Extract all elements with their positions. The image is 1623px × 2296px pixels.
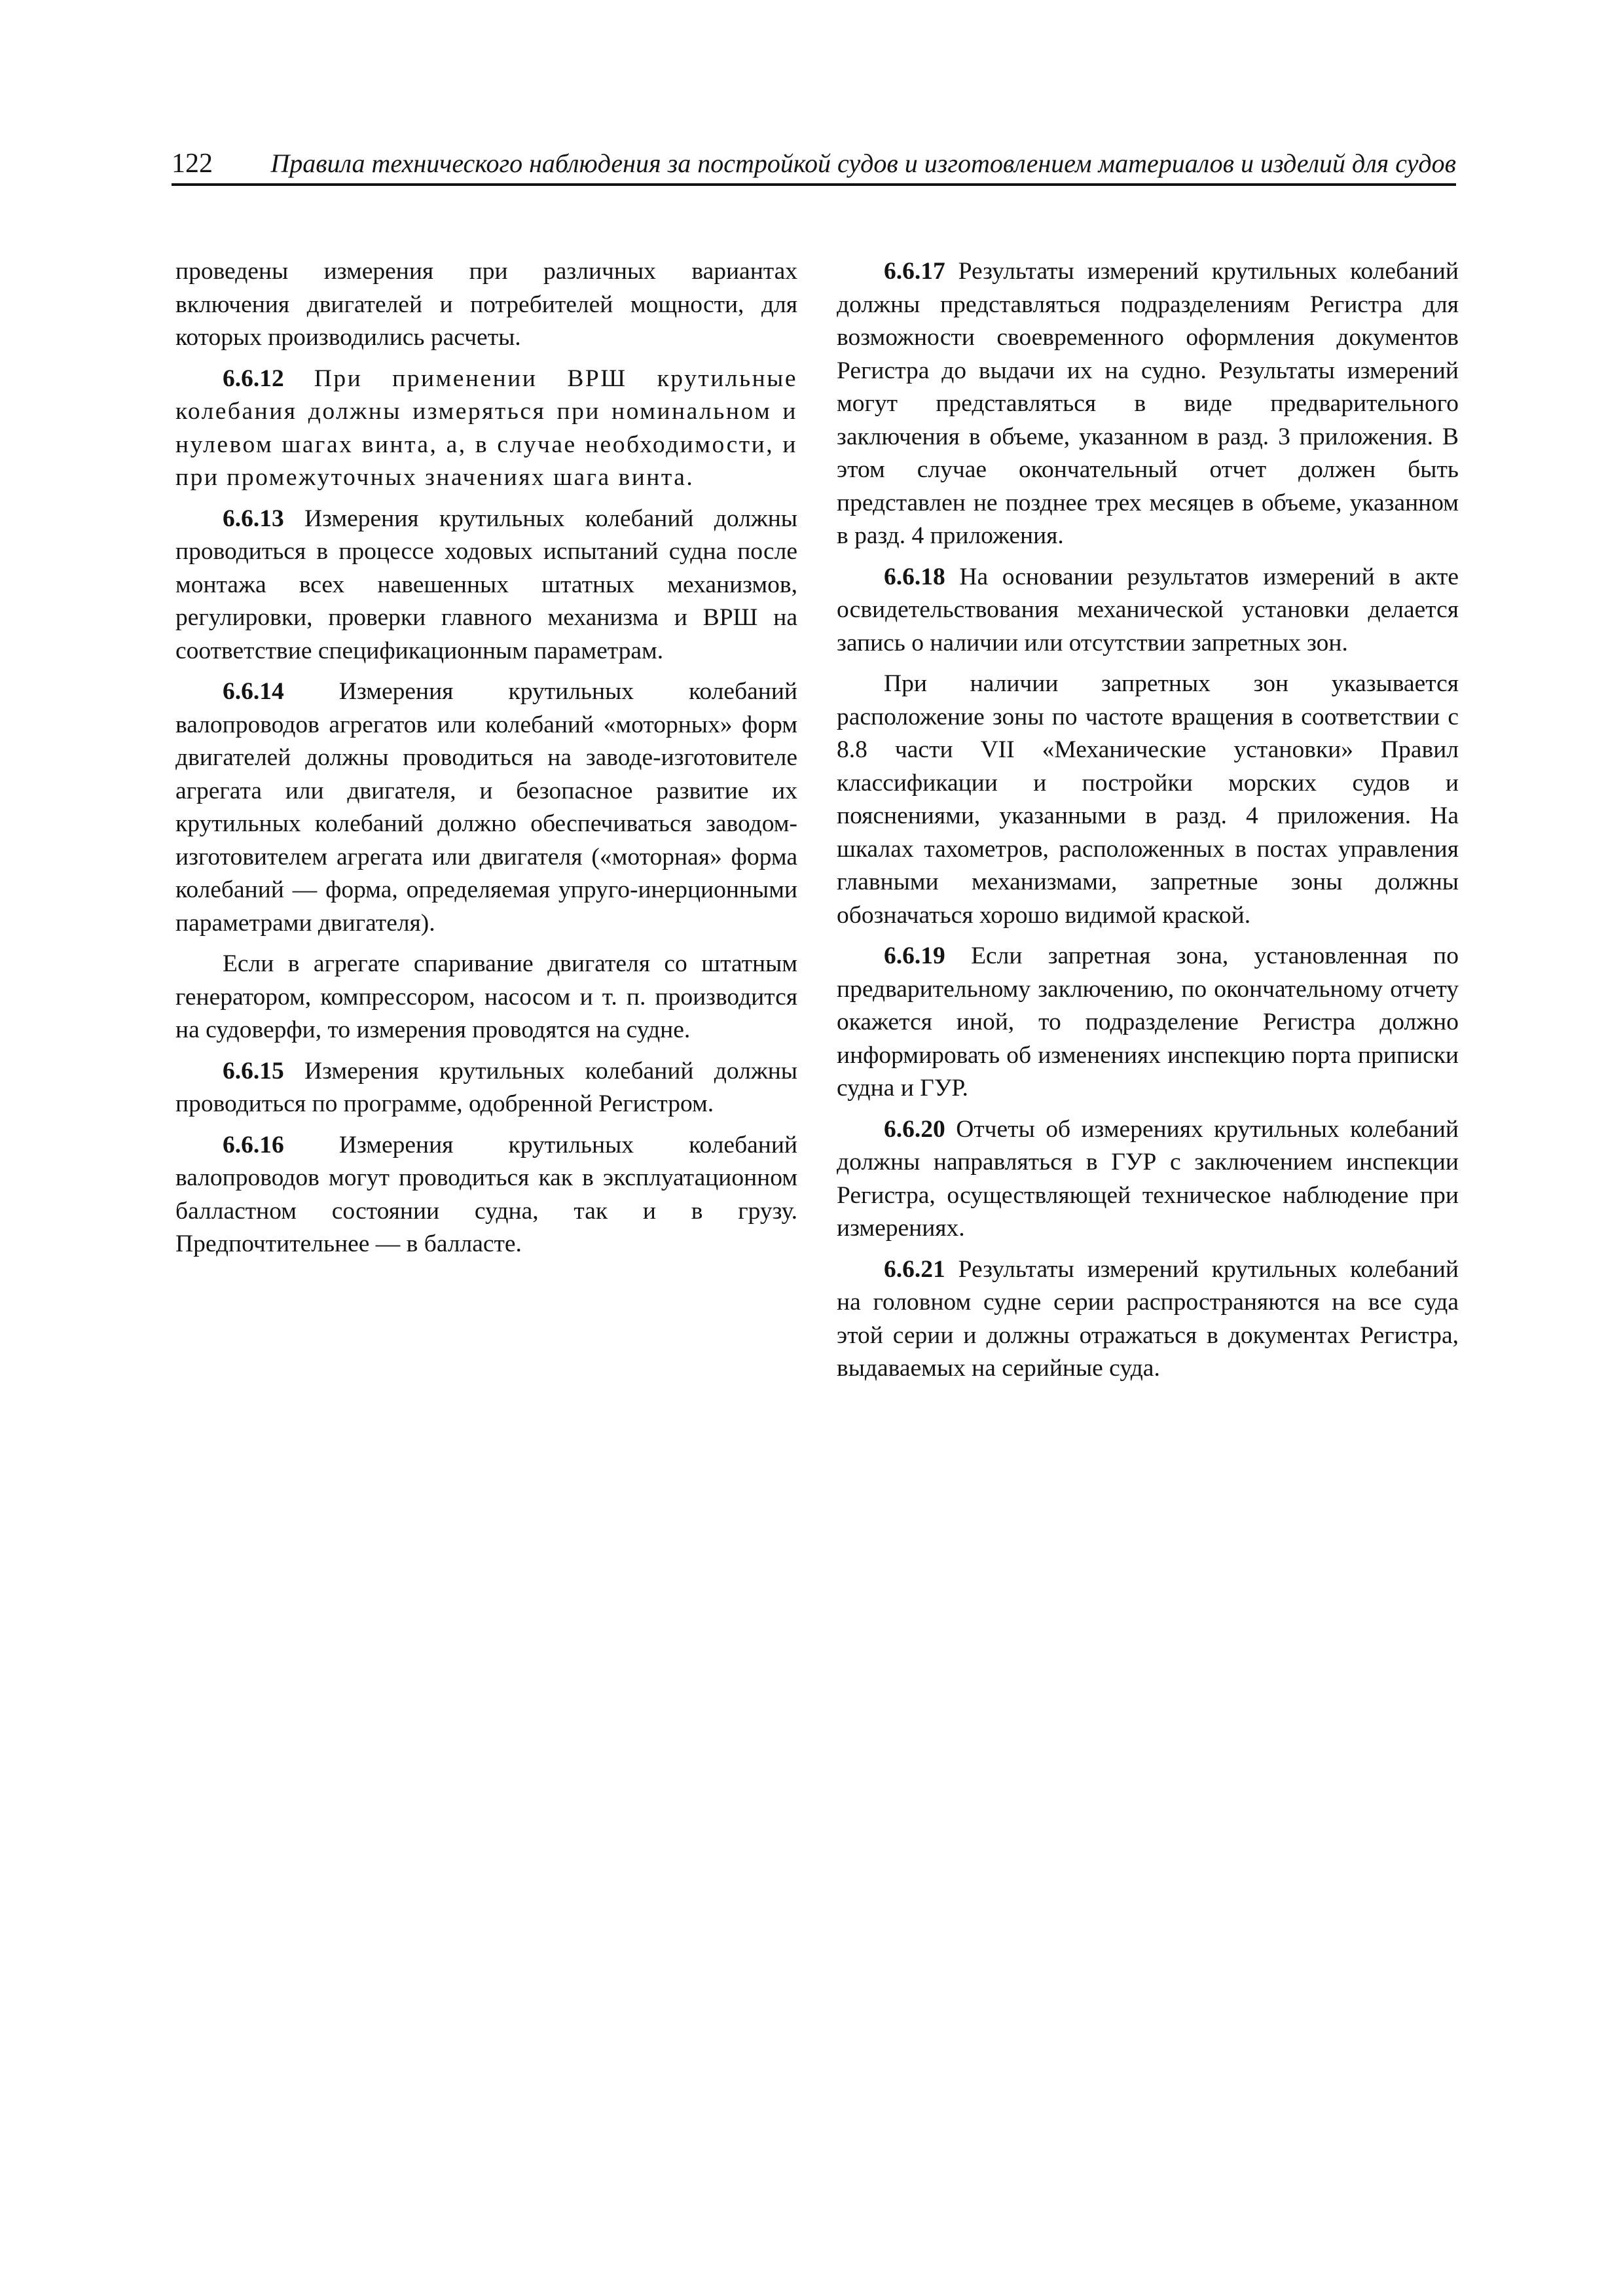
- paragraph-number: 6.6.14: [223, 678, 284, 705]
- paragraph-text: При наличии запретных зон указывается расположение зоны по частоте вращения в соответствии с 8.8 части VII «Механические установки» Правил классификации и постройки морских судов и пояснениями, указанными в разд. 4 приложения. На шкалах тахометров, расположенных в постах управления главными механизмами, запретные зоны должны обозначаться хорошо видимой краской.: [837, 670, 1459, 929]
- paragraph-text: Отчеты об измерениях крутильных колебаний должны направляться в ГУР с заключением инспекции Регистра, осуществляющей техническое наблюдение при измерениях.: [837, 1115, 1459, 1242]
- page-number: 122: [172, 149, 213, 179]
- paragraph-text: проведены измерения при различных вариантах включения двигателей и потребителей мощности, для которых производились расчеты.: [175, 258, 797, 351]
- paragraph-6-6-20: [837, 1113, 1459, 1246]
- paragraph-number: 6.6.21: [884, 1255, 945, 1283]
- paragraph-number: 6.6.18: [884, 563, 945, 590]
- paragraph-text: Измерения крутильных колебаний валопроводов могут проводиться как в эксплуатационном балластном состоянии судна, так и в грузу. Предпочтительнее — в балласте.: [175, 1131, 797, 1257]
- paragraph-text: Результаты измерений крутильных колебаний на головном судне серии распространяются на все суда этой серии и должны отражаться в документах Регистра, выдаваемых на серийные суда.: [837, 1255, 1459, 1382]
- paragraph-6-6-15: [175, 1055, 797, 1121]
- paragraph-6-6-13: [175, 503, 797, 668]
- paragraph-number: 6.6.13: [223, 505, 284, 532]
- paragraph-text: Если в агрегате спаривание двигателя со штатным генератором, компрессором, насосом и т. п. производится на судоверфи, то измерения проводятся на судне.: [175, 950, 797, 1043]
- right-column: [837, 255, 1459, 1393]
- paragraph-6-6-16: [175, 1129, 797, 1261]
- paragraph-text: Измерения крутильных колебаний должны проводиться в процессе ходовых испытаний судна после монтажа всех навешенных штатных механизмов, регулировки, проверки главного механизма и ВРШ на соответствие спецификационным параметрам.: [175, 505, 797, 664]
- paragraph-6-6-14: [175, 675, 797, 940]
- paragraph-6-6-14-continued: [175, 948, 797, 1047]
- paragraph-6-6-17: [837, 255, 1459, 553]
- paragraph-text: Измерения крутильных колебаний валопроводов агрегатов или колебаний «моторных» форм двигателей должны проводиться на заводе-изготовителе агрегата или двигателя, и безопасное развитие их крутильных колебаний должно обеспечиваться заводом-изготовителем агрегата или двигателя («моторная» форма колебаний — форма, определяемая упруго-инерционными параметрами двигателя).: [175, 678, 797, 937]
- paragraph-text: Результаты измерений крутильных колебаний должны представляться подразделениям Регистра для возможности своевременного оформления документов Регистра до выдачи их на судно. Результаты измерений могут представляться в виде предварительного заключения в объеме, указанном в разд. 3 приложения. В этом случае окончательный отчет должен быть представлен не позднее трех месяцев в объеме, указанном в разд. 4 приложения.: [837, 258, 1459, 549]
- paragraph-6-6-12: [175, 363, 797, 495]
- running-title: Правила технического наблюдения за постройкой судов и изготовлением материалов и изделий для судов: [270, 149, 1456, 178]
- paragraph-continuation: [175, 255, 797, 355]
- paragraph-number: 6.6.20: [884, 1115, 945, 1143]
- paragraph-number: 6.6.15: [223, 1057, 284, 1085]
- paragraph-text: Если запретная зона, установленная по предварительному заключению, по окончательному отчету окажется иной, то подразделение Регистра должно информировать об изменениях инспекцию порта приписки судна и ГУР.: [837, 942, 1459, 1102]
- paragraph-6-6-18: [837, 561, 1459, 660]
- paragraph-6-6-19: [837, 940, 1459, 1105]
- paragraph-number: 6.6.17: [884, 258, 945, 285]
- paragraph-6-6-18-continued: [837, 668, 1459, 932]
- paragraph-text: На основании результатов измерений в акте освидетельствования механической установки делается запись о наличии или отсутствии запретных зон.: [837, 563, 1459, 656]
- paragraph-number: 6.6.12: [223, 365, 284, 392]
- paragraph-text: Измерения крутильных колебаний должны проводиться по программе, одобренной Регистром.: [175, 1057, 797, 1117]
- paragraph-6-6-21: [837, 1253, 1459, 1386]
- paragraph-text: При применении ВРШ крутильные колебания должны измеряться при номинальном и нулевом шагах винта, а, в случае необходимости, и при промежуточных значениях шага винта.: [175, 365, 797, 491]
- left-column: [175, 255, 797, 1269]
- paragraph-number: 6.6.16: [223, 1131, 284, 1158]
- paragraph-number: 6.6.19: [884, 942, 945, 969]
- page-header: [172, 143, 1456, 186]
